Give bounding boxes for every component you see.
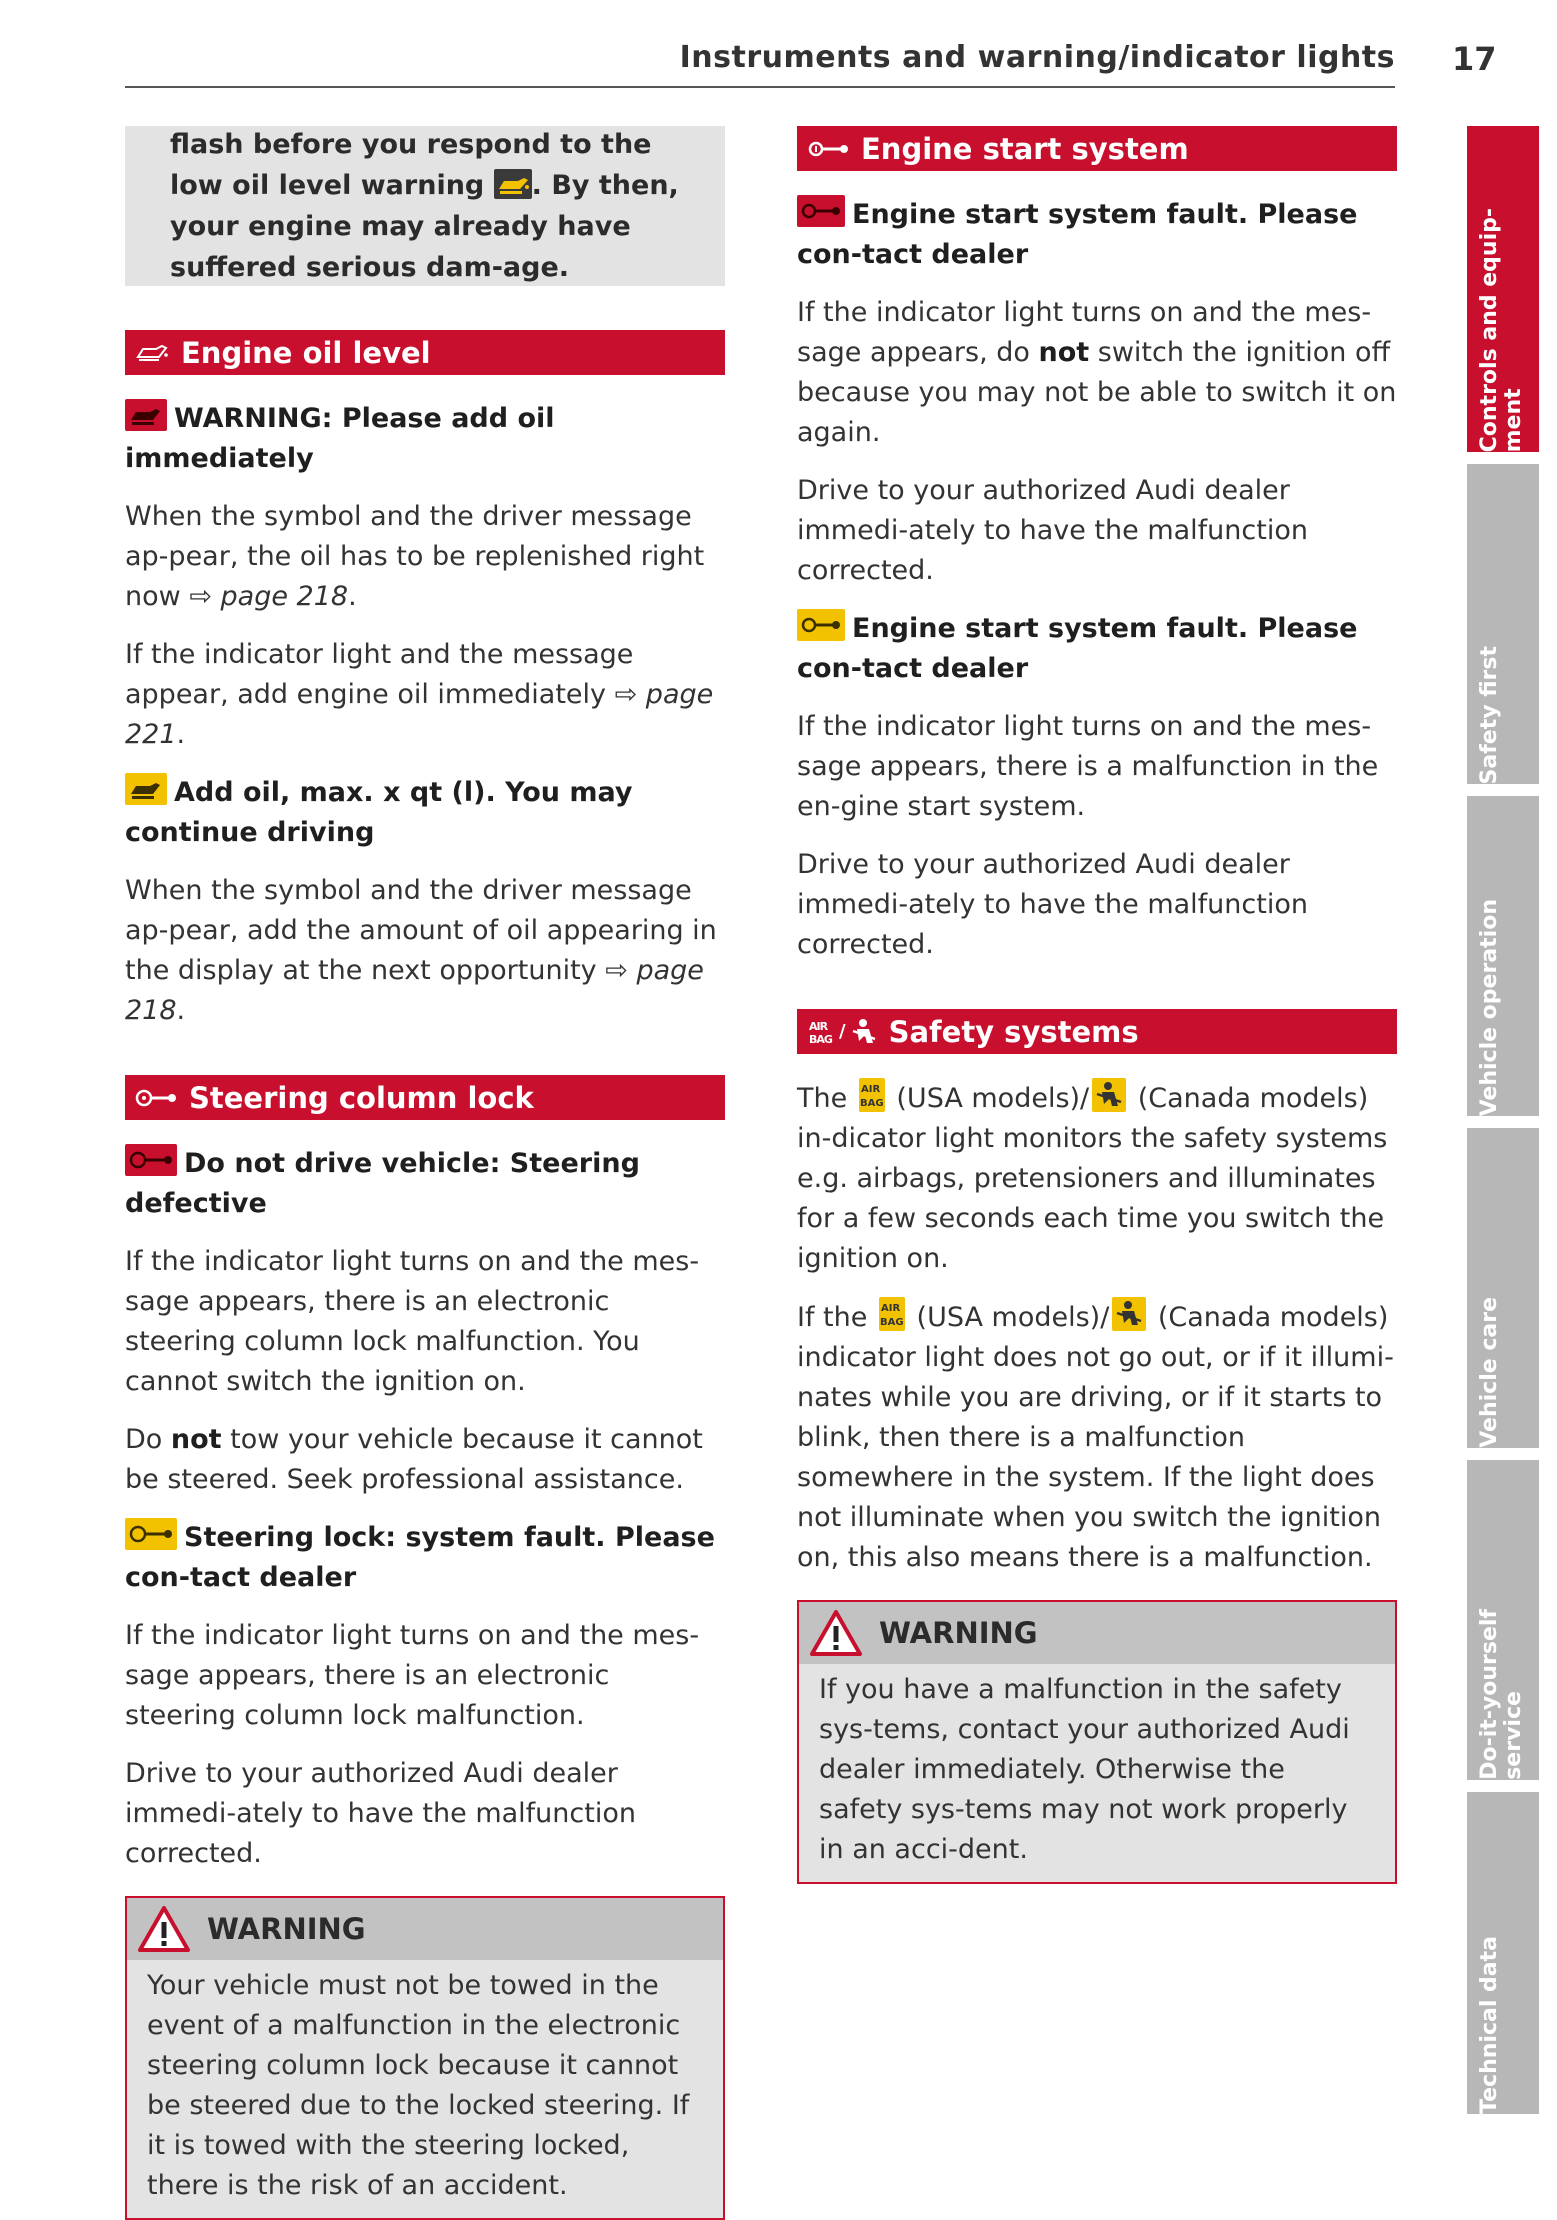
oil-can-icon xyxy=(494,169,532,199)
svg-text:BAG: BAG xyxy=(879,1317,904,1328)
paragraph: Drive to your authorized Audi dealer immedi-ately to have the malfunction corrected. xyxy=(125,1758,636,1869)
paragraph: If the indicator light turns on and the mes-sage appears, there is an electronic steering column lock malfunction. xyxy=(125,1620,700,1731)
paragraph: If the indicator light turns on and the mes-sage appears, there is an electronic steering column lock malfunction. You cannot switch the ignition on. xyxy=(125,1246,700,1397)
paragraph: When the symbol and the driver message ap-pear, add the amount of oil appearing in the display at the next opportunity ⇨ page 218. xyxy=(125,875,717,1026)
airbag-icon xyxy=(807,1017,837,1047)
warning-box xyxy=(797,1600,1397,1884)
tab-technical-data[interactable]: Technical data xyxy=(1467,1792,1539,2114)
seat-occupant-icon xyxy=(1112,1297,1146,1331)
steering-lock-icon xyxy=(125,1144,177,1176)
note-box xyxy=(125,126,725,286)
warning-triangle-icon xyxy=(809,1609,863,1657)
section-steering-lock xyxy=(125,1075,725,1120)
paragraph: If the indicator light turns on and the mes-sage appears, do not switch the ignition off because you may not be able to switch it on again. xyxy=(797,297,1397,448)
warning-header xyxy=(127,1898,723,1960)
warning-triangle-icon xyxy=(137,1905,191,1953)
warning-label: WARNING xyxy=(879,1616,1038,1650)
paragraph: If the indicator light and the message appear, add engine oil immediately ⇨ page 221. xyxy=(125,639,714,750)
message-title: WARNING: Please add oil immediately xyxy=(125,399,725,479)
seat-occupant-icon xyxy=(849,1017,879,1047)
key-icon xyxy=(797,195,845,227)
message-title: Engine start system fault. Please con-tact dealer xyxy=(797,609,1397,689)
oil-can-icon xyxy=(125,399,167,431)
key-icon xyxy=(797,609,845,641)
svg-text:BAG: BAG xyxy=(809,1032,832,1046)
right-column xyxy=(797,126,1397,1884)
section-title: Safety systems xyxy=(888,1014,1139,1049)
paragraph: If the indicator light turns on and the mes-sage appears, there is a malfunction in the en-gine start system. xyxy=(797,711,1379,822)
message-title: Engine start system fault. Please con-tact dealer xyxy=(797,195,1397,275)
page-title: Instruments and warning/indicator lights xyxy=(679,40,1395,75)
airbag-icon xyxy=(859,1078,885,1112)
message-title: Do not drive vehicle: Steering defective xyxy=(125,1144,725,1224)
warning-box xyxy=(125,1896,725,2220)
paragraph: When the symbol and the driver message ap-pear, the oil has to be replenished right now ⇨ page 218. xyxy=(125,501,705,612)
steering-lock-icon xyxy=(125,1518,177,1550)
paragraph: Drive to your authorized Audi dealer immedi-ately to have the malfunction corrected. xyxy=(797,475,1308,586)
warning-text: If you have a malfunction in the safety sys-tems, contact your authorized Audi dealer immediately. Otherwise the safety sys-tems may not work properly in an acci-dent. xyxy=(819,1674,1350,1865)
tab-vehicle-care[interactable]: Vehicle care xyxy=(1467,1128,1539,1448)
section-engine-oil xyxy=(125,330,725,375)
tab-controls-and-equipment[interactable]: Controls and equip- ment xyxy=(1467,126,1539,452)
section-engine-start xyxy=(797,126,1397,171)
warning-text: Your vehicle must not be towed in the event of a malfunction in the electronic steering column lock because it cannot be steered due to the locked steering. If it is towed with the steering locked, there is the risk of an accident. xyxy=(147,1970,690,2201)
warning-header xyxy=(799,1602,1395,1664)
note-text: flash before you respond to the low oil level warning . By then, your engine may already have suffered serious dam-age. xyxy=(170,129,679,283)
key-icon xyxy=(807,138,851,160)
message-title: Steering lock: system fault. Please con-tact dealer xyxy=(125,1518,725,1598)
svg-text:AIR: AIR xyxy=(809,1019,828,1033)
oil-can-icon xyxy=(135,341,171,365)
oil-can-icon xyxy=(125,773,167,805)
section-title: Steering column lock xyxy=(189,1080,534,1115)
airbag-icon xyxy=(879,1297,905,1331)
paragraph: Do not tow your vehicle because it cannot be steered. Seek professional assistance. xyxy=(125,1424,703,1495)
paragraph: Drive to your authorized Audi dealer immedi-ately to have the malfunction corrected. xyxy=(797,849,1308,960)
page-number: 17 xyxy=(1452,40,1497,78)
page-reference[interactable]: ⇨ page 218 xyxy=(189,581,349,612)
tab-vehicle-operation[interactable]: Vehicle operation xyxy=(1467,796,1539,1116)
paragraph: The AIR BAG (USA models)/ (Canada models) in-dicator light monitors the safety systems e.g. airbags, pretensioners and illuminates for a few seconds each time you switch the ignition on. xyxy=(797,1078,1397,1279)
section-title: Engine start system xyxy=(861,131,1189,166)
page-reference[interactable]: ⇨ page 218 xyxy=(125,955,704,1026)
paragraph: If the AIR BAG (USA models)/ (Canada models) indicator light does not go out, or if it illumi-nates while you are driving, or if it starts to blink, then there is a malfunction somewhere in the system. If the light does not illuminate when you switch the ignition on, this also means there is a malfunction. xyxy=(797,1297,1397,1578)
message-title: Add oil, max. x qt (l). You may continue driving xyxy=(125,773,725,853)
svg-text:BAG: BAG xyxy=(859,1098,884,1109)
page-header xyxy=(125,36,1395,88)
section-safety-systems: AIR BAG / Safety systems xyxy=(797,1009,1397,1054)
warning-label: WARNING xyxy=(207,1912,366,1946)
section-title: Engine oil level xyxy=(181,335,431,370)
steering-lock-icon xyxy=(135,1087,179,1109)
tab-safety-first[interactable]: Safety first xyxy=(1467,464,1539,784)
page-reference[interactable]: ⇨ page 221 xyxy=(125,679,714,750)
svg-text:AIR: AIR xyxy=(880,1303,901,1314)
left-column xyxy=(125,126,725,2220)
svg-text:AIR: AIR xyxy=(860,1084,880,1095)
seat-occupant-icon xyxy=(1092,1078,1126,1112)
tab-do-it-yourself-service[interactable]: Do-it-yourself service xyxy=(1467,1460,1539,1780)
